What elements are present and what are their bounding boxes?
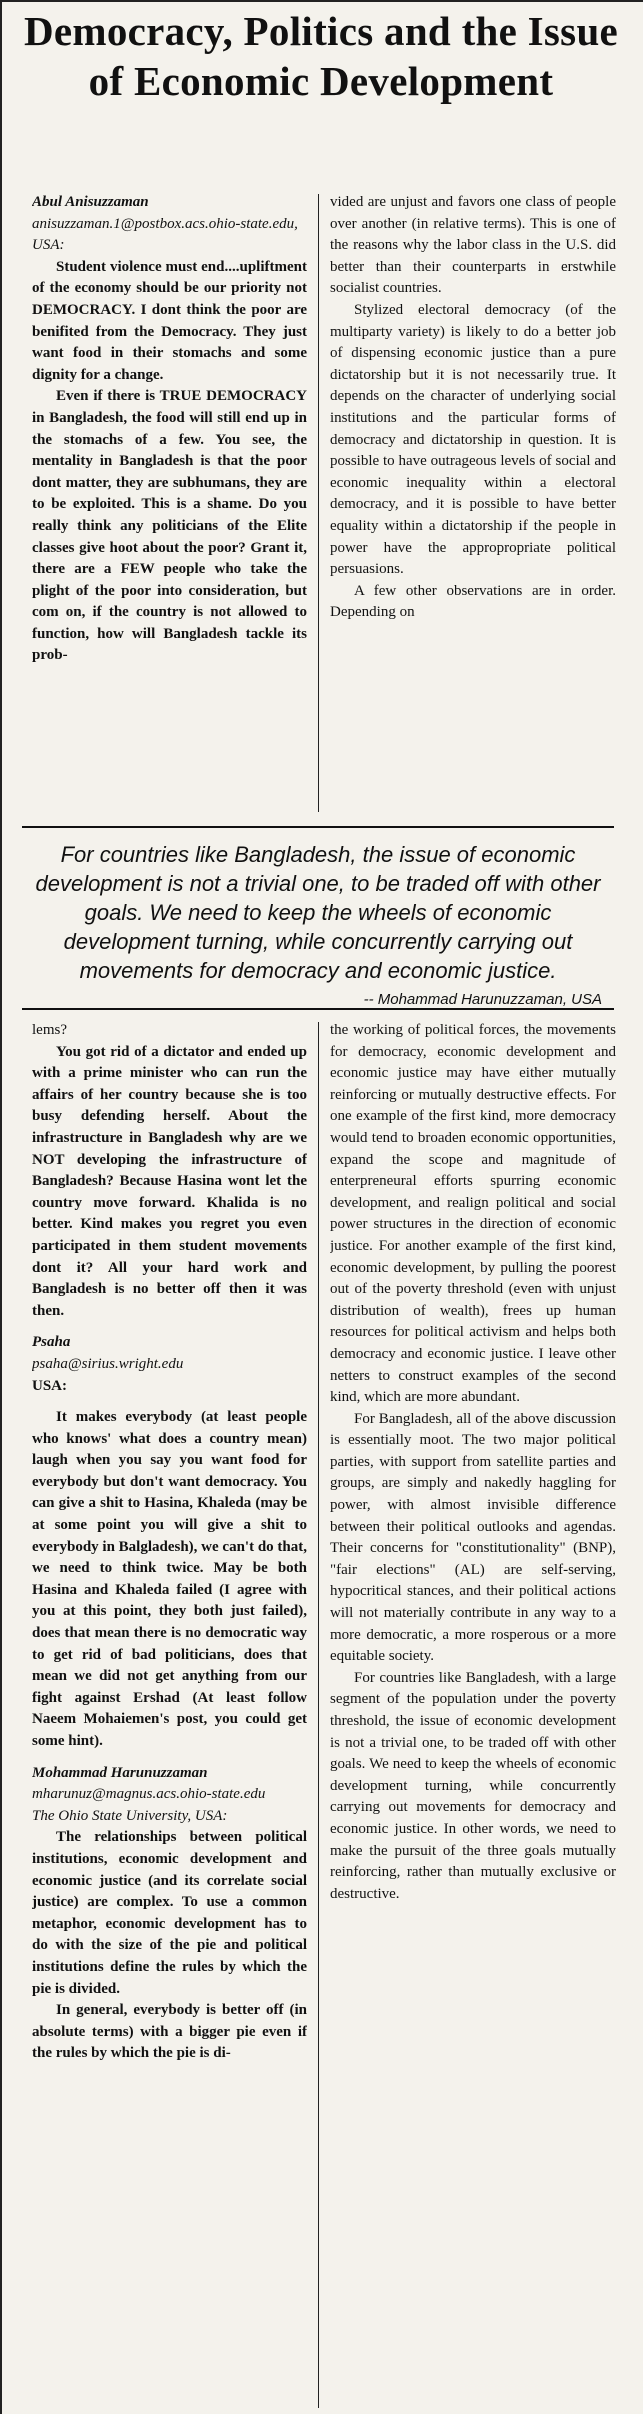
bottom-right-column (330, 1020, 616, 2410)
author-email: mharunuz@magnus.acs.ohio-state.edu (32, 1786, 266, 1803)
author-name: Mohammad Harunuzzaman (32, 1764, 208, 1781)
body-paragraph: A few other observations are in order. Depending on (330, 582, 616, 621)
article-title: Democracy, Politics and the Issue of Economic Development (23, 8, 619, 104)
body-paragraph: In general, everybody is better off (in absolute terms) with a bigger pie even if the rules by which the pie is di- (32, 2002, 307, 2062)
top-right-column (330, 192, 616, 814)
body-paragraph: Stylized electoral democracy (of the multiparty variety) is likely to do a better job of dispensing economic justice than a pure dictatorship but it is not necessarily true. It depends on the character of underlying social institutions and the particular forms of democracy and dictatorship in question. It is possible to have outrageous levels of social and economic inequality within a electoral democracy, and it is possible to have better equality within a dictatorship if the people in power have the appropropriate political persuasions. (330, 301, 616, 578)
pull-quote-text: For countries like Bangladesh, the issue of economic development is not a trivial one, to be traded off with other goals. We need to keep the wheels of economic development turning, while concurrently carrying out movements for democracy and economic justice. (35, 842, 601, 983)
top-left-column (32, 192, 307, 814)
body-paragraph: Student violence must end....upliftment of the economy should be our priority not DEMOCRACY. I dont think the poor are benifited from the Democracy. They just want food in their stomachs and some dignity for a change. (32, 258, 307, 383)
author-country: USA: (32, 1377, 68, 1394)
body-paragraph: For Bangladesh, all of the above discussion is essentially moot. The two major political parties, with support from satellite parties and groups, are simply and nakedly haggling for power, with almost invisible difference between their political outlooks and agendas. Their concerns for "constitutionality" (BNP), "fair elections" (AL) are self-serving, hypocritical stances, and their political actions will not materially contribute in any way to a more democratic, a more rosperous or a more equitable society. (330, 1410, 616, 1665)
body-paragraph: You got rid of a dictator and ended up with a prime minister who can run the affairs of her country because she is too busy defending herself. About the infrastructure in Bangladesh why are we NOT developing the infrastructure of Bangladesh? Because Hasina wont let the country move forward. Khalida is no better. Kind makes you regret you even participated in them student movements dont it? All your hard work and Bangladesh is no better off then it was then. (32, 1043, 307, 1319)
body-paragraph: The relationships between political institutions, economic development and economic justice (and its correlate social justice) are complex. To use a common metaphor, economic development has to do with the size of the pie and political institutions define the rules by which the pie is divided. (32, 1829, 307, 1997)
bottom-left-column (32, 1020, 307, 2410)
body-paragraph: vided are unjust and favors one class of people over another (in relative terms). This is one of the reasons why the labor class in the U.S. did better than their counterparts in erstwhile socialist countries. (330, 194, 616, 297)
continuation-text: lems? (32, 1022, 67, 1038)
column-divider (318, 1022, 319, 2408)
column-divider (318, 194, 319, 812)
author-email: anisuzzaman.1@postbox.acs.ohio-state.edu, USA: (32, 215, 298, 254)
author-name: Abul Anisuzzaman (32, 194, 149, 210)
body-paragraph: For countries like Bangladesh, with a large segment of the population under the poverty threshold, the issue of economic development is not a trivial one, to be traded off with other goals. We need to keep the wheels of economic development turning, while concurrently carrying out movements for democracy and economic justice. In other words, we need to make the pursuit of the three goals mutually reinforcing, rather than mutually exclusive or destructive. (330, 1669, 616, 1902)
body-paragraph: It makes everybody (at least people who knows' what does a country mean) laugh when you say you want food for everybody but don't want democracy. You can give a shit to Hasina, Khaleda (may be at some point you will give a shit to everybody in Balgladesh), we can't do that, we need to think twice. May be both Hasina and Khaleda failed (I agree with you at this point, they both just failed), does that mean there is no democratic way to get rid of bad politicians, does that mean we did not get anything from our fight against Ershad (At least follow Naeem Mohaiemen's post, you could get some hint). (32, 1409, 307, 1749)
author-email: psaha@sirius.wright.edu (32, 1355, 184, 1372)
body-paragraph: the working of political forces, the movements for democracy, economic development and economic justice may have either mutually reinforcing or mutually destructive effects. For one example of the first kind, more democracy would tend to broaden economic opportunities, expand the scope and magnitude of enterpreneural efforts spurring economic development, and realign political and social power structures in the direction of economic justice. For another example of the first kind, economic development, by pulling the poorest out of the poverty threshold (even with unjust distribution of wealth), frees up human resources for political activism and helps both democracy and economic justice. I leave other netters to construct examples of the second kind, which are more abundant. (330, 1022, 616, 1406)
author-name: Psaha (32, 1334, 71, 1351)
author-affiliation: The Ohio State University, USA: (32, 1807, 228, 1824)
pull-quote (22, 826, 614, 1010)
body-paragraph: Even if there is TRUE DEMOCRACY in Bangladesh, the food will still end up in the stomachs of a few. You see, the mentality in Bangladesh is that the poor dont matter, they are subhumans, they are to be exploited. This is a shame. Do you really think any politicians of the Elite classes give hoot about the poor? Grant it, there are a FEW people who take the plight of the poor into consideration, but com on, if the country is not allowed to function, how will Bangladesh tackle its prob- (32, 388, 307, 664)
pull-quote-attribution: -- Mohammad Harunuzzaman, USA (363, 991, 602, 1008)
